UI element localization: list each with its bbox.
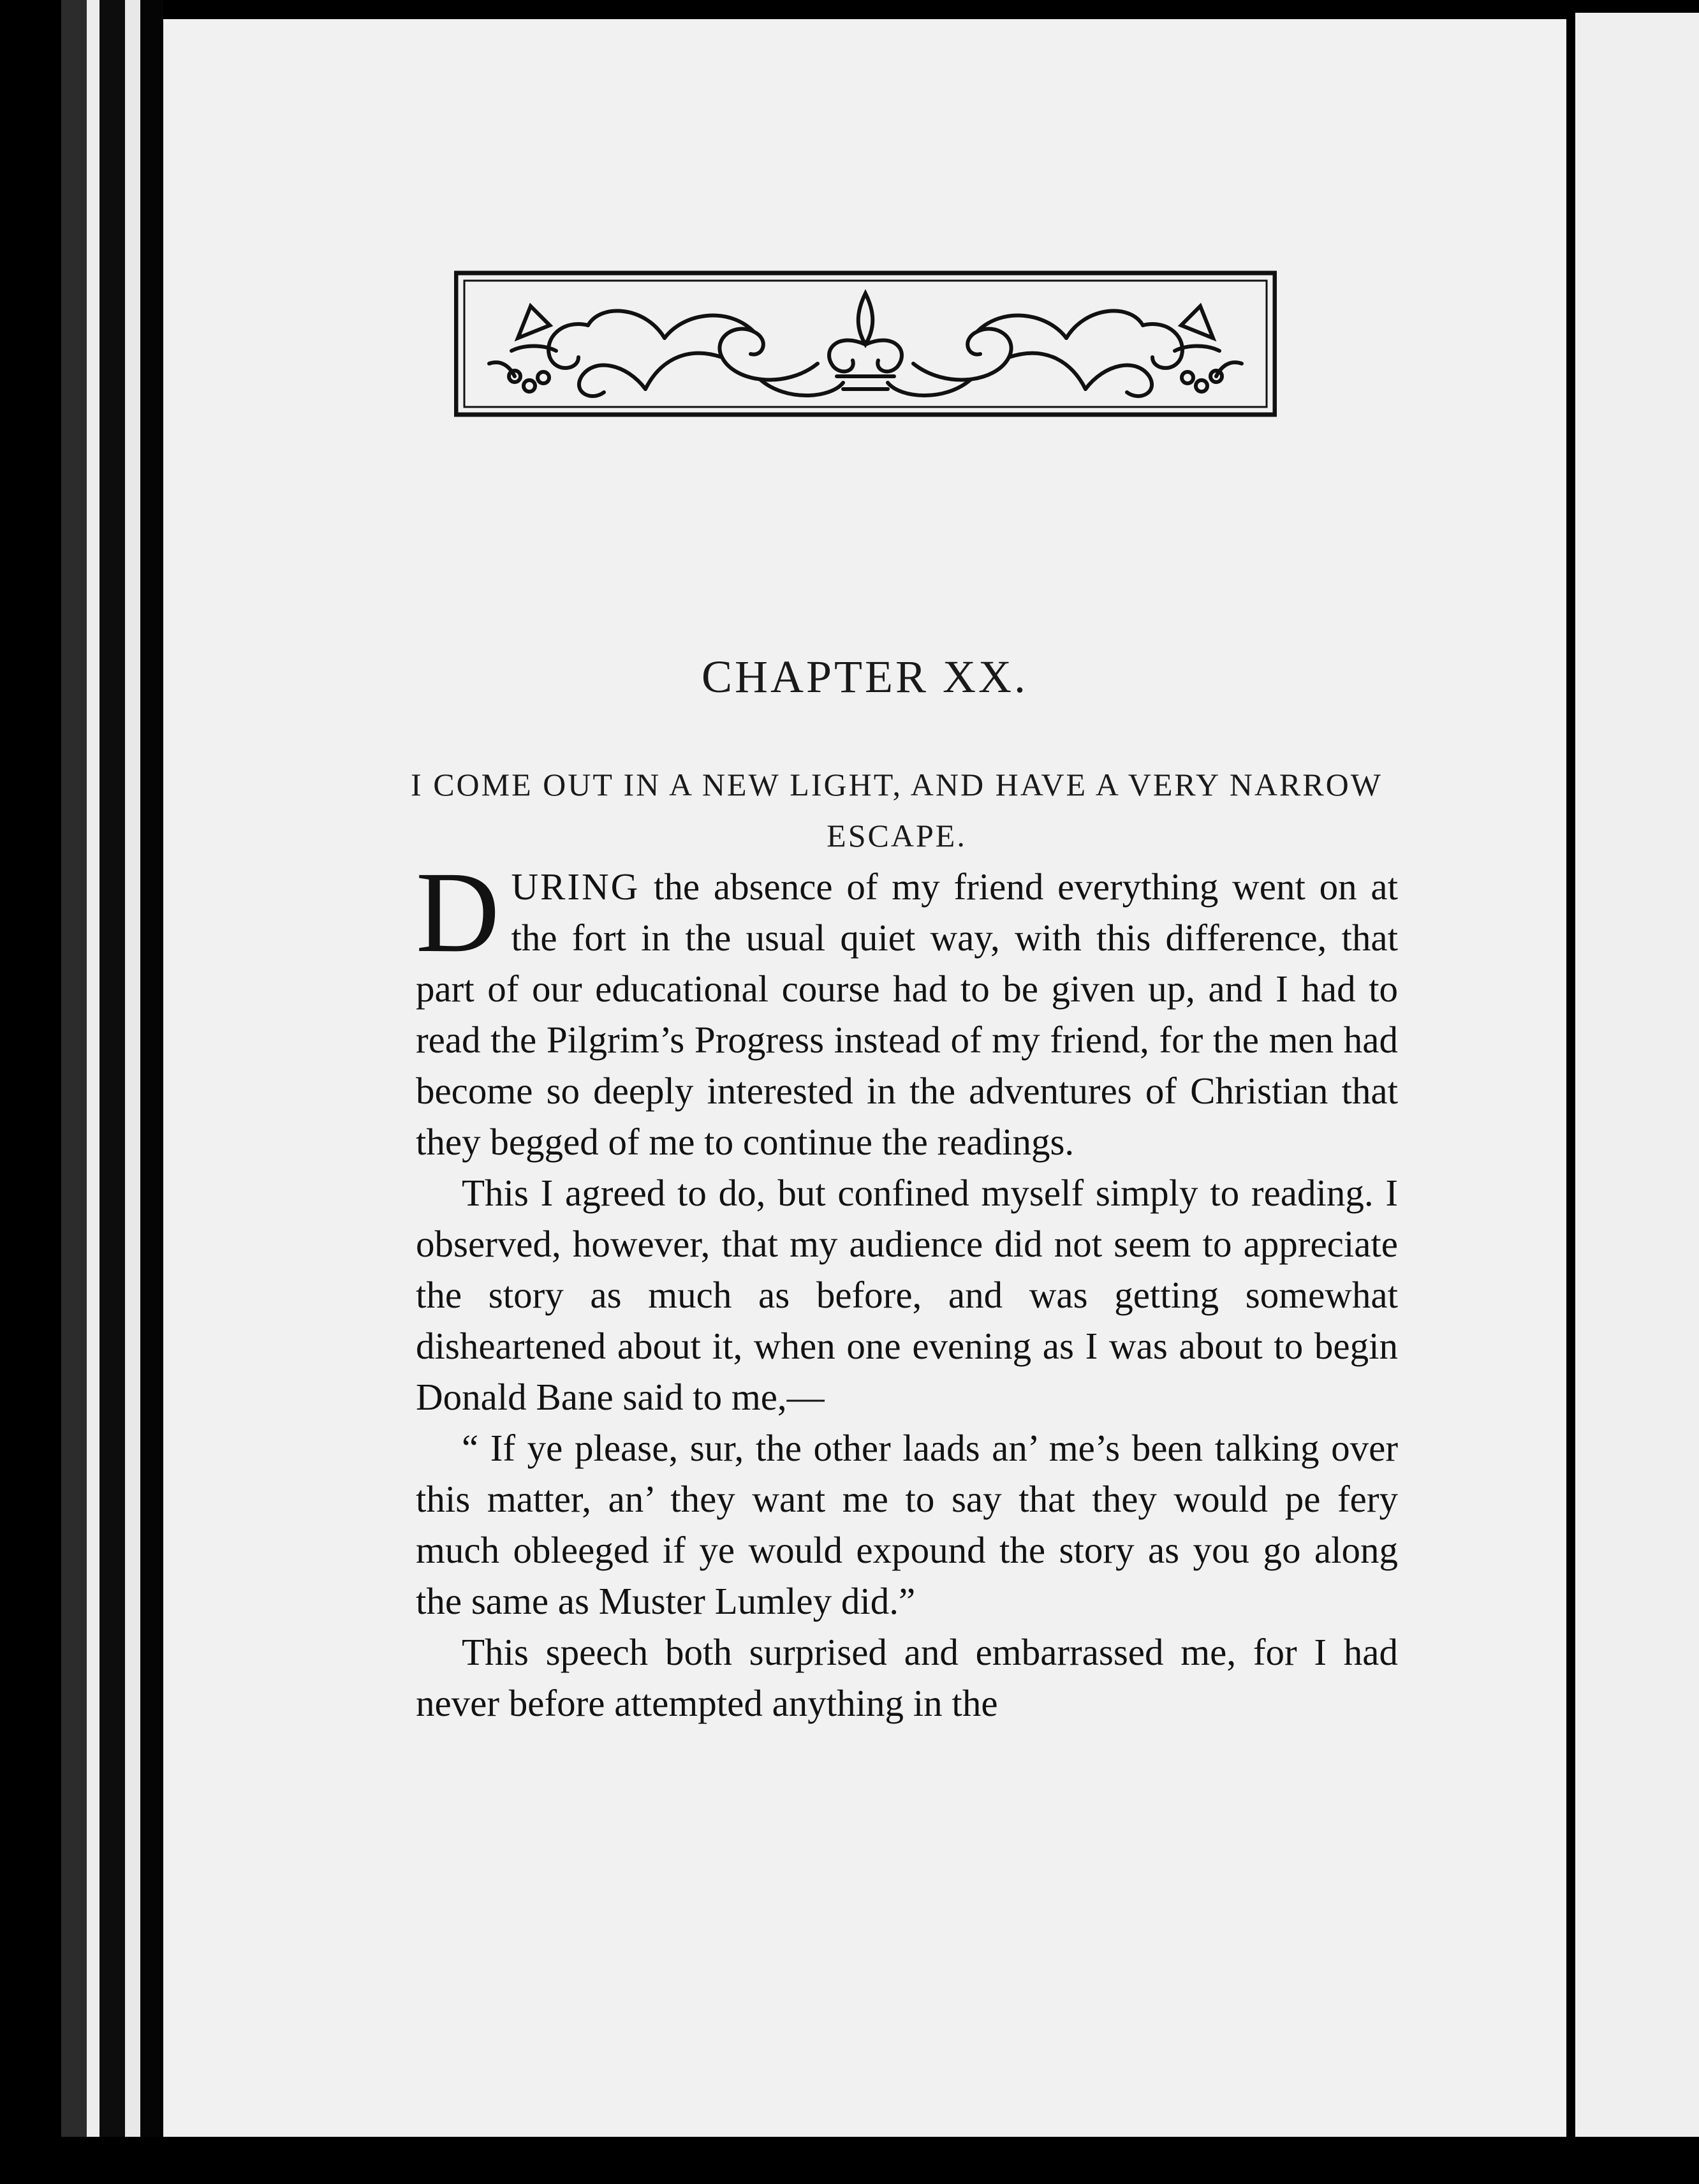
scan-bottom-border xyxy=(0,2137,1699,2184)
paragraph-1 xyxy=(416,848,1398,1167)
book-edge-leaf xyxy=(87,0,99,2184)
paragraph-4: This speech both surprised and embarrassed me, for I had never before attempted anything in the xyxy=(416,1631,1398,1724)
drop-cap: D xyxy=(416,848,500,977)
facing-page-edge xyxy=(1575,13,1699,2137)
book-edge-leaf-2 xyxy=(125,0,140,2184)
book-edge-gap xyxy=(99,0,125,2184)
book-page xyxy=(163,19,1566,2137)
paragraph-3: “ If ye please, sur, the other laads an’ me’s been talking over this matter, an’ they want me to say that they would pe fery much obleeged if ye would expound the story as you go along the same as Muster Lumley did.” xyxy=(416,1427,1398,1622)
book-edge-outer xyxy=(0,0,61,2184)
chapter-title: CHAPTER XX. xyxy=(701,651,1029,702)
book-edge-gutter xyxy=(140,0,163,2184)
chapter-body xyxy=(416,848,1398,1729)
page-gutter-right xyxy=(1566,0,1575,2184)
paragraph-1-text: the absence of my friend everything went on at the fort in the usual quiet way, with this difference, that part of our educational course had to be given up, and I had to read the Pilgrim’s Progress instead of my friend, for the men had become so deeply interested in the adventures of Christian that they begged of me to continue the readings. xyxy=(416,866,1398,1163)
floral-headpiece-ornament xyxy=(454,268,1277,417)
lead-word: URING xyxy=(511,866,640,908)
book-edge-shadow xyxy=(61,0,87,2184)
chapter-subtitle: I COME OUT IN A NEW LIGHT, AND HAVE A VERY NARROW ESCAPE. xyxy=(411,767,1383,853)
paragraph-2: This I agreed to do, but confined myself simply to reading. I observed, however, that my audience did not seem to appreciate the story as much as before, and was getting somewhat disheartened about it, when one evening as I was about to begin Donald Bane said to me,— xyxy=(416,1172,1398,1418)
